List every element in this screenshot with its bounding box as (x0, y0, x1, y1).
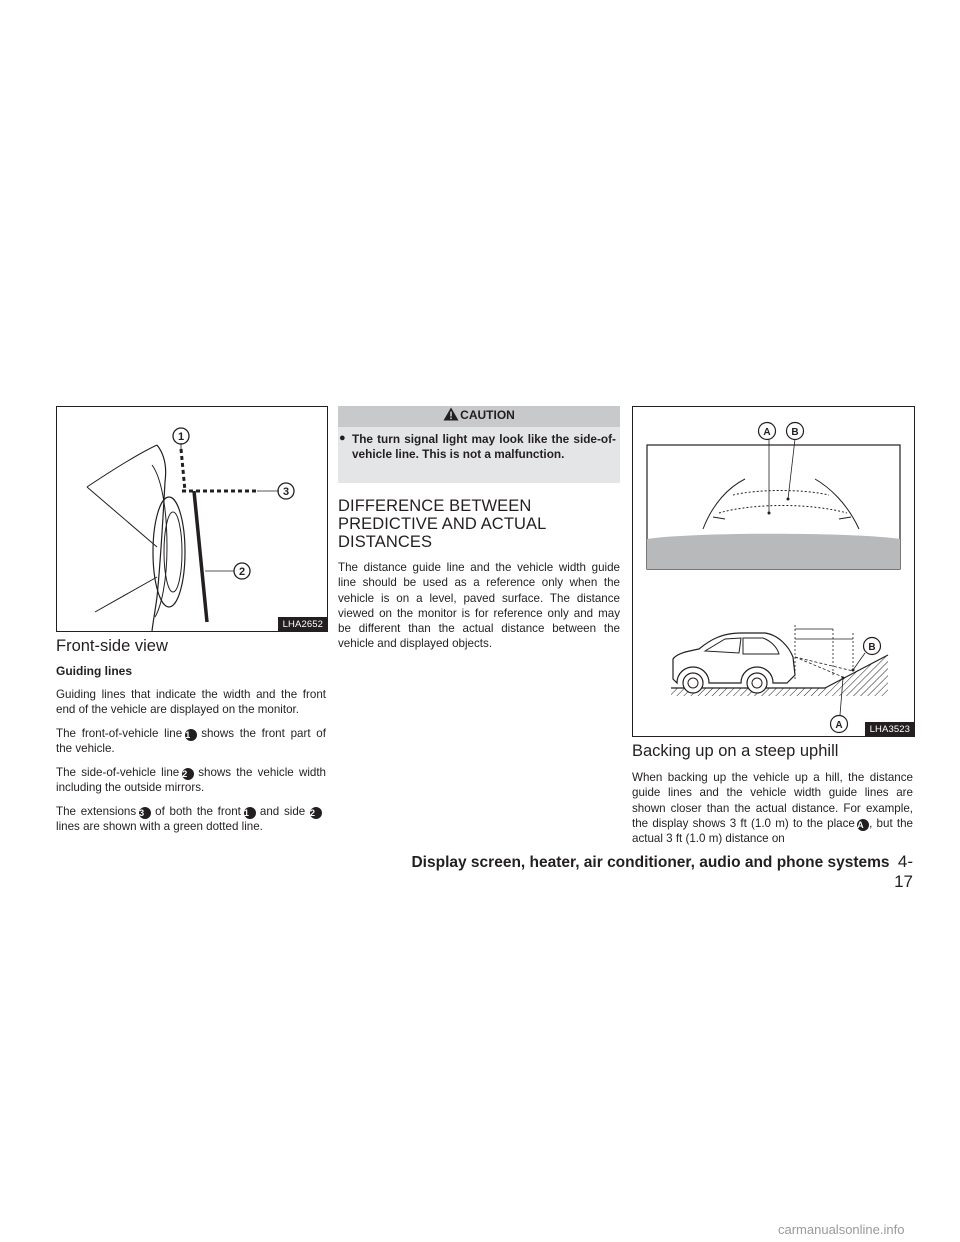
front-side-figure (56, 406, 328, 632)
extensions-paragraph: The extensions 3 of both the front 1 and side 2lines are shown with a green dotted line. (56, 804, 326, 835)
callout-b-bottom: B (868, 642, 876, 653)
callout-3: 3 (282, 486, 290, 498)
uphill-figure (632, 406, 915, 737)
caution-text: The turn signal light may look like the side-of-vehicle line. This is not a malfunction. (352, 432, 616, 461)
page-number: 4-17 (894, 852, 913, 891)
bullet: ● (339, 432, 346, 444)
front-side-diagram (57, 407, 327, 631)
callout-1: 1 (177, 431, 185, 443)
guiding-lines-subhead: Guiding lines (56, 664, 133, 678)
watermark: carmanualsonline.info (778, 1222, 905, 1237)
ref-1-icon: 1 (244, 807, 256, 819)
uphill-paragraph: When backing up the vehicle up a hill, the distance guide lines and the vehicle width guide lines are shown closer than the actual distance. For example, the display shows 3 ft (1.0 m) to the place A , but the actual 3 ft (1.0 m) distance on (632, 771, 913, 846)
uphill-title: Backing up on a steep uphill (632, 742, 839, 760)
guiding-lines-paragraph: Guiding lines that indicate the width and the front end of the vehicle are displayed on the monitor. (56, 688, 326, 717)
difference-paragraph: The distance guide line and the vehicle width guide line should be used as a reference only when the vehicle is on a level, paved surface. The distance viewed on the monitor is for reference only and may be different than the actual distance between the vehicle and displayed objects. (338, 561, 620, 651)
difference-title: DIFFERENCE BETWEEN PREDICTIVE AND ACTUAL DISTANCES (338, 497, 547, 551)
caution-header: CAUTION (338, 406, 620, 427)
ref-3-icon: 3 (139, 807, 151, 819)
warning-icon (443, 407, 459, 421)
ref-a-icon: A (857, 819, 869, 831)
ref-1-icon: 1 (185, 729, 197, 741)
front-side-title: Front-side view (56, 637, 168, 655)
page-footer (398, 852, 913, 892)
ref-2-icon: 2 (310, 807, 322, 819)
callout-a-bottom: A (835, 720, 843, 731)
chapter-title: Display screen, heater, air conditioner, audio and phone systems (411, 854, 890, 871)
front-of-vehicle-paragraph: The front-of-vehicle line 1 shows the front part of the vehicle. (56, 727, 326, 756)
callout-2: 2 (238, 566, 246, 578)
figure-label: LHA3523 (865, 722, 914, 736)
caution-body (338, 427, 620, 483)
callout-a-top: A (763, 427, 771, 438)
callout-b-top: B (791, 427, 799, 438)
figure-label: LHA2652 (278, 617, 327, 631)
side-of-vehicle-paragraph: The side-of-vehicle line 2 shows the vehicle width including the outside mirrors. (56, 766, 327, 795)
ref-2-icon: 2 (182, 768, 194, 780)
uphill-diagram (633, 407, 914, 736)
